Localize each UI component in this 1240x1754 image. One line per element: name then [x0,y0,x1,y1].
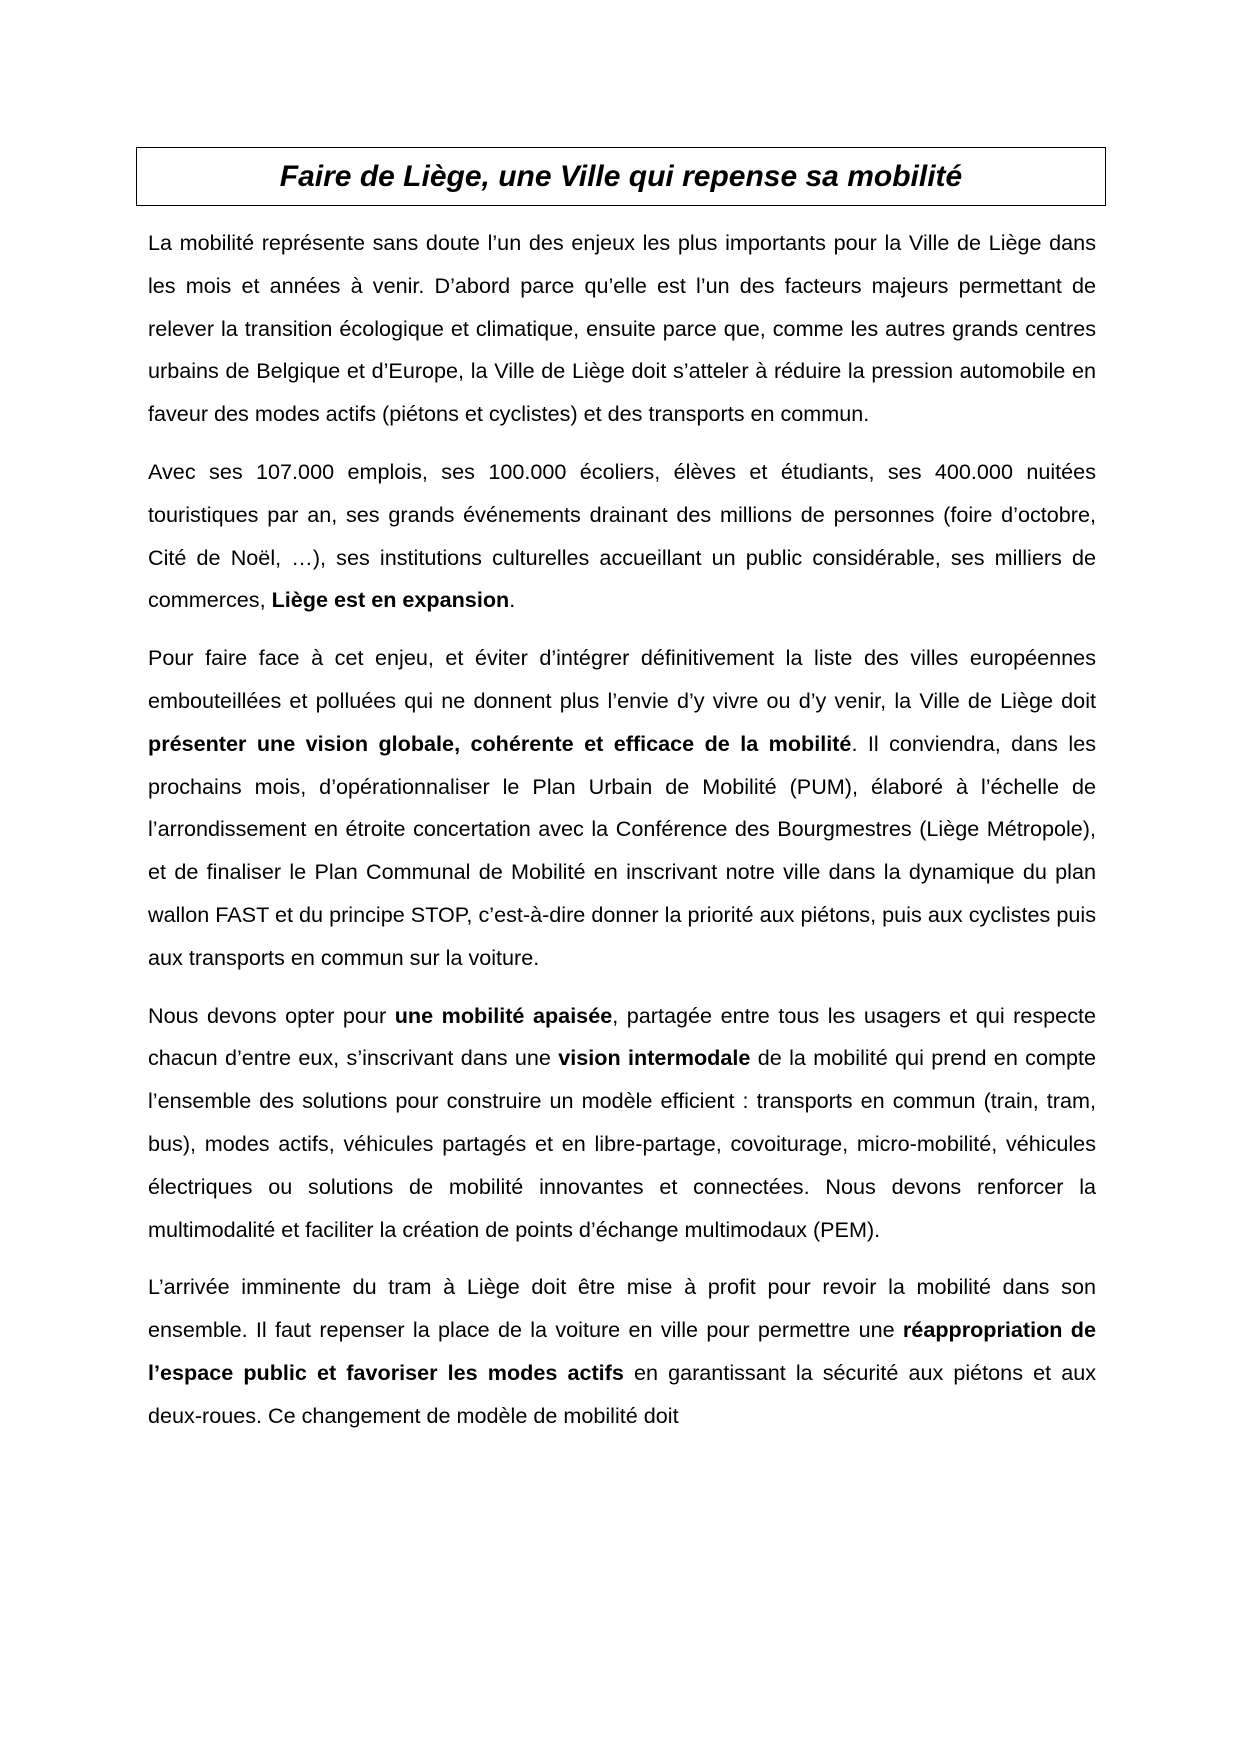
title-box [136,147,1106,206]
text-run: Pour faire face à cet enjeu, et éviter d’intégrer définitivement la liste des villes européennes embouteillées et polluées qui ne donnent plus l’envie d’y vivre ou d’y venir, la Ville de Liège doit [148,645,1096,713]
paragraph-3 [148,637,1096,979]
paragraph-5 [148,1266,1096,1437]
text-run: L’arrivée imminente du tram à Liège doit être mise à profit pour revoir la mobilité dans son ensemble. Il faut repenser la place de la voiture en ville pour permettre une [148,1274,1096,1343]
text-run: . [509,587,516,613]
paragraph-1 [148,222,1096,436]
text-run: La mobilité représente sans doute l’un des enjeux les plus importants pour la Ville de Liège dans les mois et années à venir. D’abord parce qu’elle est l’un des facteurs majeurs permettant de relever la transition écologique et climatique, ensuite parce que, comme les autres grands centres urbains de Belgique et d’Europe, la Ville de Liège doit s’atteler à réduire la pression automobile en faveur des modes actifs (piétons et cyclistes) et des transports en commun. [148,230,1096,427]
text-run: Nous devons opter pour [148,1002,395,1028]
paragraph-2 [148,451,1096,622]
document-body [148,222,1096,1453]
text-run: . Il conviendra, dans les prochains mois, d’opérationnaliser le Plan Urbain de Mobilité (PUM), élaboré à l’échelle de l’arrondissement en étroite concertation avec la Conférence des Bourgmestres (Liège Métropole), et de finaliser le Plan Communal de Mobilité en inscrivant notre ville dans la dynamique du plan wallon FAST et du principe STOP, c’est-à-dire donner la priorité aux piétons, puis aux cyclistes puis aux transports en commun sur la voiture. [148,730,1096,970]
text-run: Avec ses 107.000 emplois, ses 100.000 écoliers, élèves et étudiants, ses 400.000 nuitées touristiques par an, ses grands événements drainant des millions de personnes (foire d’octobre, Cité de Noël, …), ses institutions culturelles accueillant un public considérable, ses milliers de commerces, [148,458,1096,613]
text-run: de la mobilité qui prend en compte l’ensemble des solutions pour construire un modèle efficient : transports en commun (train, tram, bus), modes actifs, véhicules partagés et en libre-partage, covoiturage, micro-mobilité, véhicules électriques ou solutions de mobilité innovantes et connectées. Nous devons renforcer la multimodalité et faciliter la création de points d’échange multimodaux (PEM). [148,1045,1096,1242]
bold-text: Liège est en expansion [271,587,510,613]
bold-text: vision intermodale [558,1045,751,1071]
paragraph-4 [148,995,1096,1252]
bold-text: une mobilité apaisée [394,1002,613,1028]
document-title: Faire de Liège, une Ville qui repense sa mobilité [279,159,963,193]
text-run: , partagée entre tous les usagers et qui respecte chacun d’entre eux, s’inscrivant dans une [148,1002,1096,1071]
bold-text: réappropriation de l’espace public et favoriser les modes actifs [148,1317,1096,1385]
bold-text: présenter une vision globale, cohérente et efficace de la mobilité [148,730,852,756]
text-run: en garantissant la sécurité aux piétons et aux deux-roues. Ce changement de modèle de mobilité doit [148,1359,1097,1428]
